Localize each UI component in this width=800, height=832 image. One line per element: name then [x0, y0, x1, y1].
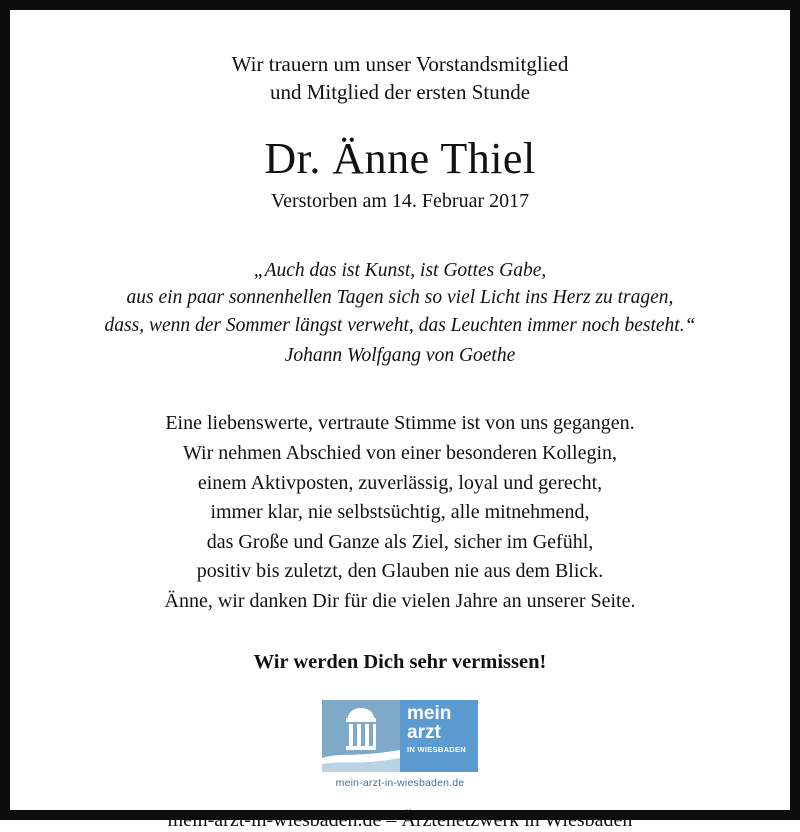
tribute-line-7: Änne, wir danken Dir für die vielen Jahre an unserer Seite.	[164, 590, 636, 612]
intro-line-2: und Mitglied der ersten Stunde	[269, 80, 531, 105]
tribute-line-4: immer klar, nie selbstsüchtig, alle mitnehmend,	[210, 501, 590, 524]
closing-statement: Wir werden Dich sehr vermissen!	[253, 650, 547, 673]
tribute-text	[165, 409, 636, 616]
quote-line-3: dass, wenn der Sommer längst verweht, das Leuchten immer noch besteht.“	[104, 315, 696, 337]
logo-line-2: arzt	[407, 721, 441, 743]
quote-author: Johann Wolfgang von Goethe	[284, 344, 516, 366]
deceased-name: Dr. Änne Thiel	[264, 133, 536, 183]
tribute-line-5: das Große und Ganze als Ziel, sicher im Gefühl,	[206, 530, 594, 553]
quote-line-1: „Auch das ist Kunst, ist Gottes Gabe,	[253, 259, 547, 281]
tribute-line-2: Wir nehmen Abschied von einer besonderen Kollegin,	[182, 442, 618, 465]
logo-line-1: mein	[407, 702, 452, 724]
footer-text: mein-arzt-in-wiesbaden.de – Ärztenetzwerk in Wiesbaden	[167, 808, 633, 831]
tribute-line-6: positiv bis zuletzt, den Glauben nie aus dem Blick.	[196, 560, 604, 583]
temple-icon	[322, 700, 400, 772]
intro-text	[232, 50, 569, 107]
logo-line-3: IN WIESBADEN	[407, 744, 467, 754]
death-date: Verstorben am 14. Februar 2017	[270, 189, 530, 212]
quote-line-2: aus ein paar sonnenhellen Tagen sich so viel Licht ins Herz zu tragen,	[126, 287, 674, 309]
tribute-line-3: einem Aktivposten, zuverlässig, loyal und gerecht,	[197, 471, 603, 494]
logo-wordmark	[400, 700, 478, 772]
tribute-line-1: Eine liebenswerte, vertraute Stimme ist von uns gegangen.	[165, 412, 635, 435]
logo-block	[322, 700, 478, 772]
logo-url: mein-arzt-in-wiesbaden.de	[335, 776, 465, 789]
organization-logo	[322, 700, 478, 789]
quote-text	[105, 257, 696, 370]
intro-line-1: Wir trauern um unser Vorstandsmitglied	[231, 52, 569, 76]
